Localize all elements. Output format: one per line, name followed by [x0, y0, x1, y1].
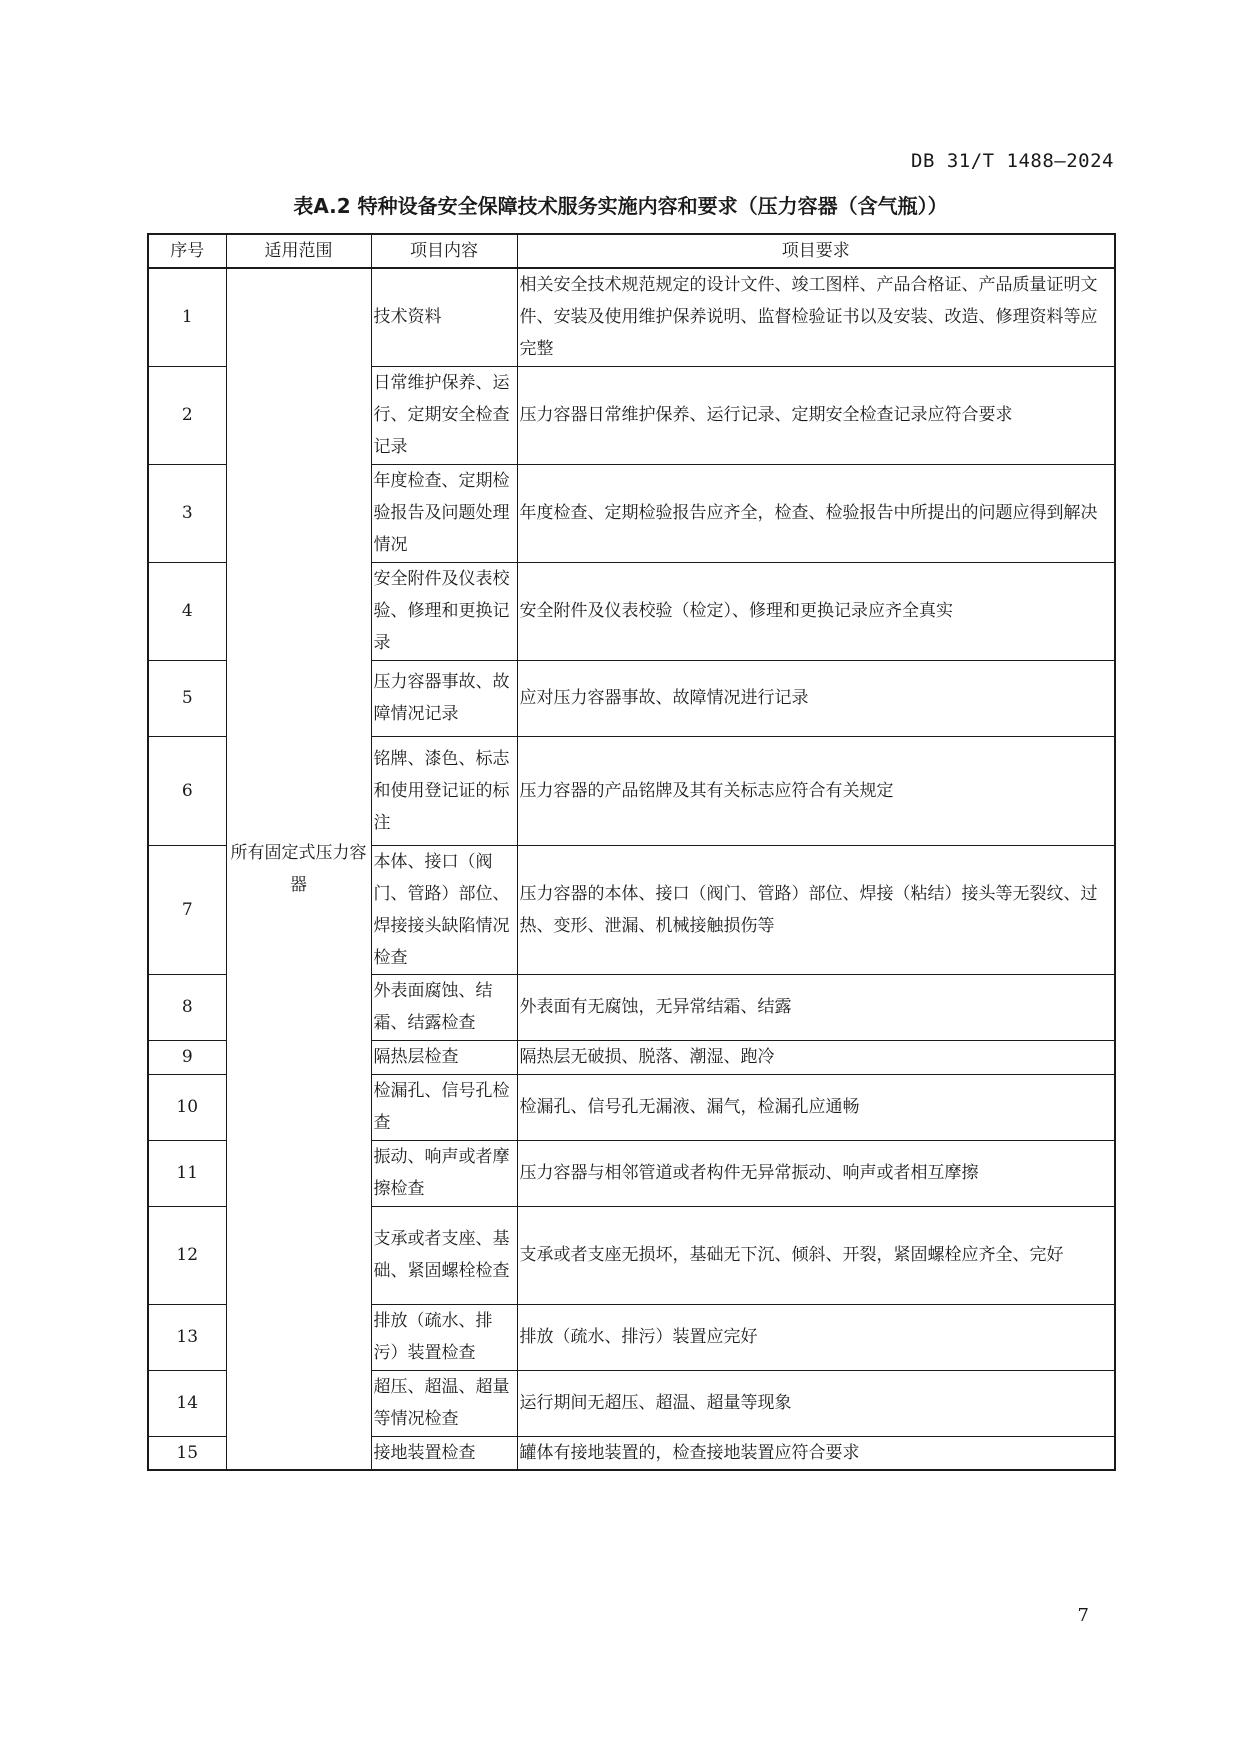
- row-number: 3: [148, 464, 226, 562]
- table-header-row: [148, 234, 1115, 268]
- item-cell: 支承或者支座、基础、紧固螺栓检查: [371, 1206, 517, 1304]
- item-cell: 日常维护保养、运行、定期安全检查记录: [371, 366, 517, 464]
- row-number: 9: [148, 1040, 226, 1074]
- row-number: 7: [148, 845, 226, 974]
- requirement-cell: 安全附件及仪表校验（检定）、修理和更换记录应齐全真实: [517, 562, 1115, 660]
- item-cell: 排放（疏水、排污）装置检查: [371, 1304, 517, 1370]
- requirement-cell: 运行期间无超压、超温、超量等现象: [517, 1370, 1115, 1436]
- requirement-cell: 罐体有接地装置的，检查接地装置应符合要求: [517, 1436, 1115, 1470]
- item-cell: 检漏孔、信号孔检查: [371, 1074, 517, 1140]
- item-cell: 安全附件及仪表校验、修理和更换记录: [371, 562, 517, 660]
- item-cell: 年度检查、定期检验报告及问题处理情况: [371, 464, 517, 562]
- row-number: 13: [148, 1304, 226, 1370]
- row-number: 5: [148, 660, 226, 736]
- column-header-no: 序号: [148, 234, 226, 268]
- requirement-cell: 支承或者支座无损坏，基础无下沉、倾斜、开裂，紧固螺栓应齐全、完好: [517, 1206, 1115, 1304]
- requirement-cell: 压力容器日常维护保养、运行记录、定期安全检查记录应符合要求: [517, 366, 1115, 464]
- requirement-cell: 压力容器与相邻管道或者构件无异常振动、响声或者相互摩擦: [517, 1140, 1115, 1206]
- item-cell: 技术资料: [371, 268, 517, 366]
- item-cell: 压力容器事故、故障情况记录: [371, 660, 517, 736]
- item-cell: 隔热层检查: [371, 1040, 517, 1074]
- scope-cell: 所有固定式压力容器: [226, 268, 371, 1470]
- requirement-cell: 外表面有无腐蚀，无异常结霜、结露: [517, 974, 1115, 1040]
- requirement-cell: 压力容器的本体、接口（阀门、管路）部位、焊接（粘结）接头等无裂纹、过热、变形、泄漏、机械接触损伤等: [517, 845, 1115, 974]
- requirement-cell: 相关安全技术规范规定的设计文件、竣工图样、产品合格证、产品质量证明文件、安装及使用维护保养说明、监督检验证书以及安装、改造、修理资料等应完整: [517, 268, 1115, 366]
- item-cell: 本体、接口（阀门、管路）部位、焊接接头缺陷情况检查: [371, 845, 517, 974]
- row-number: 15: [148, 1436, 226, 1470]
- item-cell: 外表面腐蚀、结霜、结露检查: [371, 974, 517, 1040]
- row-number: 8: [148, 974, 226, 1040]
- row-number: 11: [148, 1140, 226, 1206]
- item-cell: 振动、响声或者摩擦检查: [371, 1140, 517, 1206]
- row-number: 1: [148, 268, 226, 366]
- column-header-scope: 适用范围: [226, 234, 371, 268]
- row-number: 12: [148, 1206, 226, 1304]
- page-number: 7: [1077, 1605, 1089, 1626]
- requirement-cell: 检漏孔、信号孔无漏液、漏气，检漏孔应通畅: [517, 1074, 1115, 1140]
- table-title: 表A.2 特种设备安全保障技术服务实施内容和要求（压力容器（含气瓶））: [293, 194, 948, 218]
- spec-table: [147, 233, 1116, 1471]
- row-number: 10: [148, 1074, 226, 1140]
- requirement-cell: 压力容器的产品铭牌及其有关标志应符合有关规定: [517, 736, 1115, 845]
- requirement-cell: 应对压力容器事故、故障情况进行记录: [517, 660, 1115, 736]
- document-number: DB 31/T 1488—2024: [911, 150, 1114, 172]
- requirement-cell: 年度检查、定期检验报告应齐全，检查、检验报告中所提出的问题应得到解决: [517, 464, 1115, 562]
- item-cell: 接地装置检查: [371, 1436, 517, 1470]
- item-cell: 铭牌、漆色、标志和使用登记证的标注: [371, 736, 517, 845]
- requirement-cell: 排放（疏水、排污）装置应完好: [517, 1304, 1115, 1370]
- row-number: 14: [148, 1370, 226, 1436]
- row-number: 2: [148, 366, 226, 464]
- row-number: 6: [148, 736, 226, 845]
- item-cell: 超压、超温、超量等情况检查: [371, 1370, 517, 1436]
- table-row: [148, 268, 1115, 366]
- column-header-requirement: 项目要求: [517, 234, 1115, 268]
- requirement-cell: 隔热层无破损、脱落、潮湿、跑冷: [517, 1040, 1115, 1074]
- row-number: 4: [148, 562, 226, 660]
- column-header-item: 项目内容: [371, 234, 517, 268]
